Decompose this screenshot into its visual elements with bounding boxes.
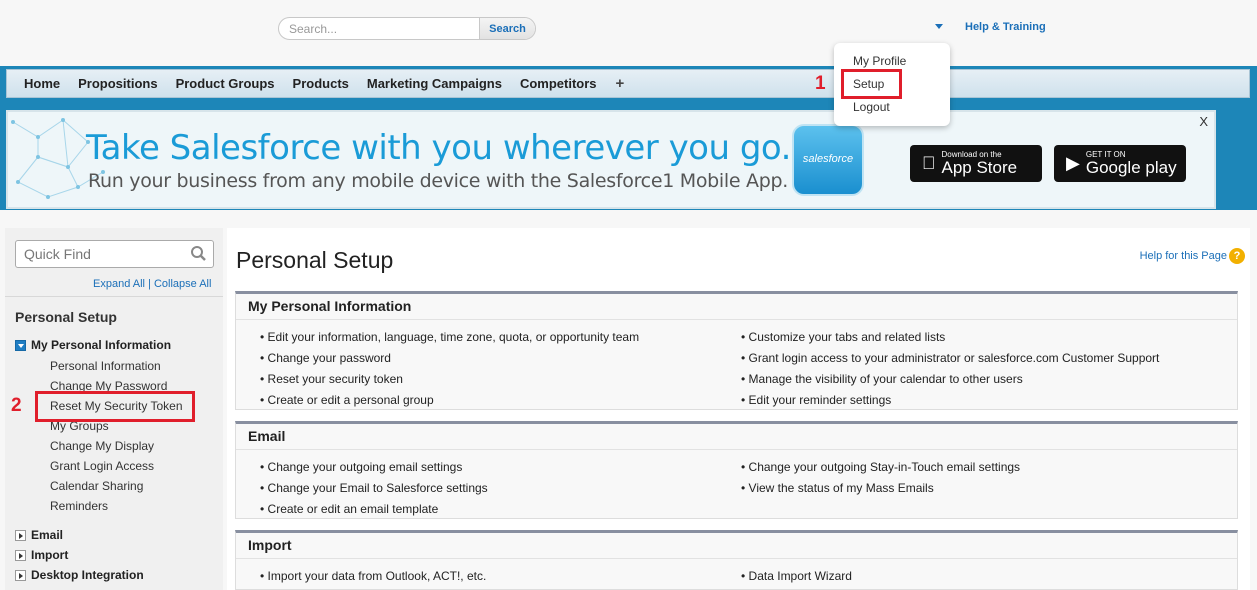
section-import[interactable] [15, 548, 68, 562]
panel-link[interactable]: • Manage the visibility of your calendar to other users [741, 372, 1023, 386]
panel-link[interactable]: • Data Import Wizard [741, 569, 852, 583]
panel-title: My Personal Information [236, 294, 1237, 320]
sidebar-item-reminders[interactable]: Reminders [50, 499, 109, 513]
plus-icon[interactable]: + [615, 75, 625, 92]
tab-home[interactable]: Home [24, 76, 61, 91]
panel-title: Email [236, 424, 1237, 450]
page-title: Personal Setup [236, 247, 394, 273]
tab-propositions[interactable]: Propositions [78, 76, 158, 91]
apple-icon [922, 153, 936, 174]
banner-title: Take Salesforce with you wherever you go. [86, 128, 791, 168]
sidebar-item-reset-security-token[interactable]: Reset My Security Token [50, 399, 183, 413]
sidebar-divider [5, 296, 223, 297]
menu-item-logout[interactable]: Logout [853, 100, 890, 114]
app-store-small: Download on the [928, 150, 989, 159]
help-for-page-link[interactable]: Help for this Page [1139, 250, 1227, 262]
panel-link[interactable]: • Edit your reminder settings [741, 393, 892, 407]
tab-product-groups[interactable]: Product Groups [175, 76, 275, 91]
menu-item-setup[interactable]: Setup [853, 77, 885, 91]
highlight-box-setup [841, 69, 902, 99]
panel-link[interactable]: • Customize your tabs and related lists [741, 330, 946, 344]
help-icon[interactable]: ? [1229, 248, 1245, 264]
panel-link[interactable]: • Create or edit an email template [260, 502, 439, 516]
section-label: My Personal Information [31, 338, 172, 352]
collapse-all-link[interactable]: Collapse All [153, 278, 212, 290]
sidebar-item-calendar-sharing[interactable]: Calendar Sharing [50, 479, 144, 493]
mobile-app-banner [6, 110, 1216, 209]
banner-subtitle: Run your business from any mobile device with the Salesforce1 Mobile App. [88, 170, 788, 192]
link-separator: | [148, 278, 151, 290]
tab-bar [6, 69, 1250, 98]
panel-link[interactable]: • Reset your security token [260, 372, 403, 386]
panel-email [235, 421, 1238, 519]
chevron-down-icon[interactable] [935, 24, 943, 29]
sidebar-item-personal-information[interactable]: Personal Information [50, 359, 161, 373]
section-label: Desktop Integration [31, 568, 144, 582]
search-button[interactable]: Search [479, 18, 535, 39]
expand-toggle-icon[interactable] [15, 570, 26, 581]
panel-title: Import [236, 533, 1237, 559]
expand-toggle-icon[interactable] [15, 550, 26, 561]
section-desktop-integration[interactable] [15, 568, 144, 582]
panel-link[interactable]: • Change your password [260, 351, 391, 365]
tab-products[interactable]: Products [292, 76, 349, 91]
panel-link[interactable]: • Grant login access to your administrator or salesforce.com Customer Support [741, 351, 1160, 365]
app-icon-label: salesforce [802, 153, 854, 165]
search-input[interactable] [279, 18, 479, 39]
expand-all-link[interactable]: Expand All [93, 278, 145, 290]
section-label: Import [31, 548, 69, 562]
highlight-box-reset-token [35, 391, 195, 422]
close-icon[interactable]: X [1199, 114, 1208, 129]
quick-find-input[interactable] [16, 241, 186, 267]
step-number-1: 1 [815, 73, 826, 94]
google-play-button[interactable] [1054, 145, 1186, 182]
quick-find [15, 240, 214, 268]
search-icon[interactable] [190, 245, 207, 262]
sidebar-item-change-my-password[interactable]: Change My Password [50, 379, 168, 393]
panel-link[interactable]: • Edit your information, language, time zone, quota, or opportunity team [260, 330, 640, 344]
panel-link[interactable]: • Change your Email to Salesforce settings [260, 481, 488, 495]
salesforce1-app-icon [792, 124, 864, 196]
panel-link[interactable]: • Change your outgoing Stay-in-Touch email settings [741, 460, 1021, 474]
panel-link[interactable]: • Create or edit a personal group [260, 393, 434, 407]
expand-collapse-links [93, 278, 211, 290]
collapse-toggle-icon[interactable] [15, 340, 26, 351]
tab-marketing-campaigns[interactable]: Marketing Campaigns [366, 76, 502, 91]
menu-item-my-profile[interactable]: My Profile [853, 54, 907, 68]
app-store-big: App Store [928, 158, 1004, 177]
panel-link[interactable]: • Change your outgoing email settings [260, 460, 463, 474]
sidebar-item-grant-login-access[interactable]: Grant Login Access [50, 459, 155, 473]
google-play-icon: ▶ [1066, 153, 1080, 173]
expand-toggle-icon[interactable] [15, 530, 26, 541]
google-play-big: Google play [1085, 158, 1177, 177]
panel-link[interactable]: • Import your data from Outlook, ACT!, etc. [260, 569, 487, 583]
global-search [278, 17, 536, 40]
panel-my-personal-information [235, 291, 1238, 410]
sidebar-item-my-groups[interactable]: My Groups [50, 419, 109, 433]
tab-competitors[interactable]: Competitors [519, 76, 597, 91]
section-email[interactable] [15, 528, 63, 542]
main-content [227, 228, 1250, 590]
panel-link[interactable]: • View the status of my Mass Emails [741, 481, 934, 495]
section-my-personal-information[interactable] [15, 338, 171, 352]
sidebar-title: Personal Setup [15, 309, 117, 325]
panel-import [235, 530, 1238, 590]
sidebar-item-change-my-display[interactable]: Change My Display [50, 439, 155, 453]
google-play-small: GET IT ON [1085, 150, 1126, 159]
app-store-button[interactable] [910, 145, 1042, 182]
help-training-link[interactable]: Help & Training [965, 21, 1046, 33]
step-number-2: 2 [11, 395, 22, 416]
section-label: Email [31, 528, 64, 542]
